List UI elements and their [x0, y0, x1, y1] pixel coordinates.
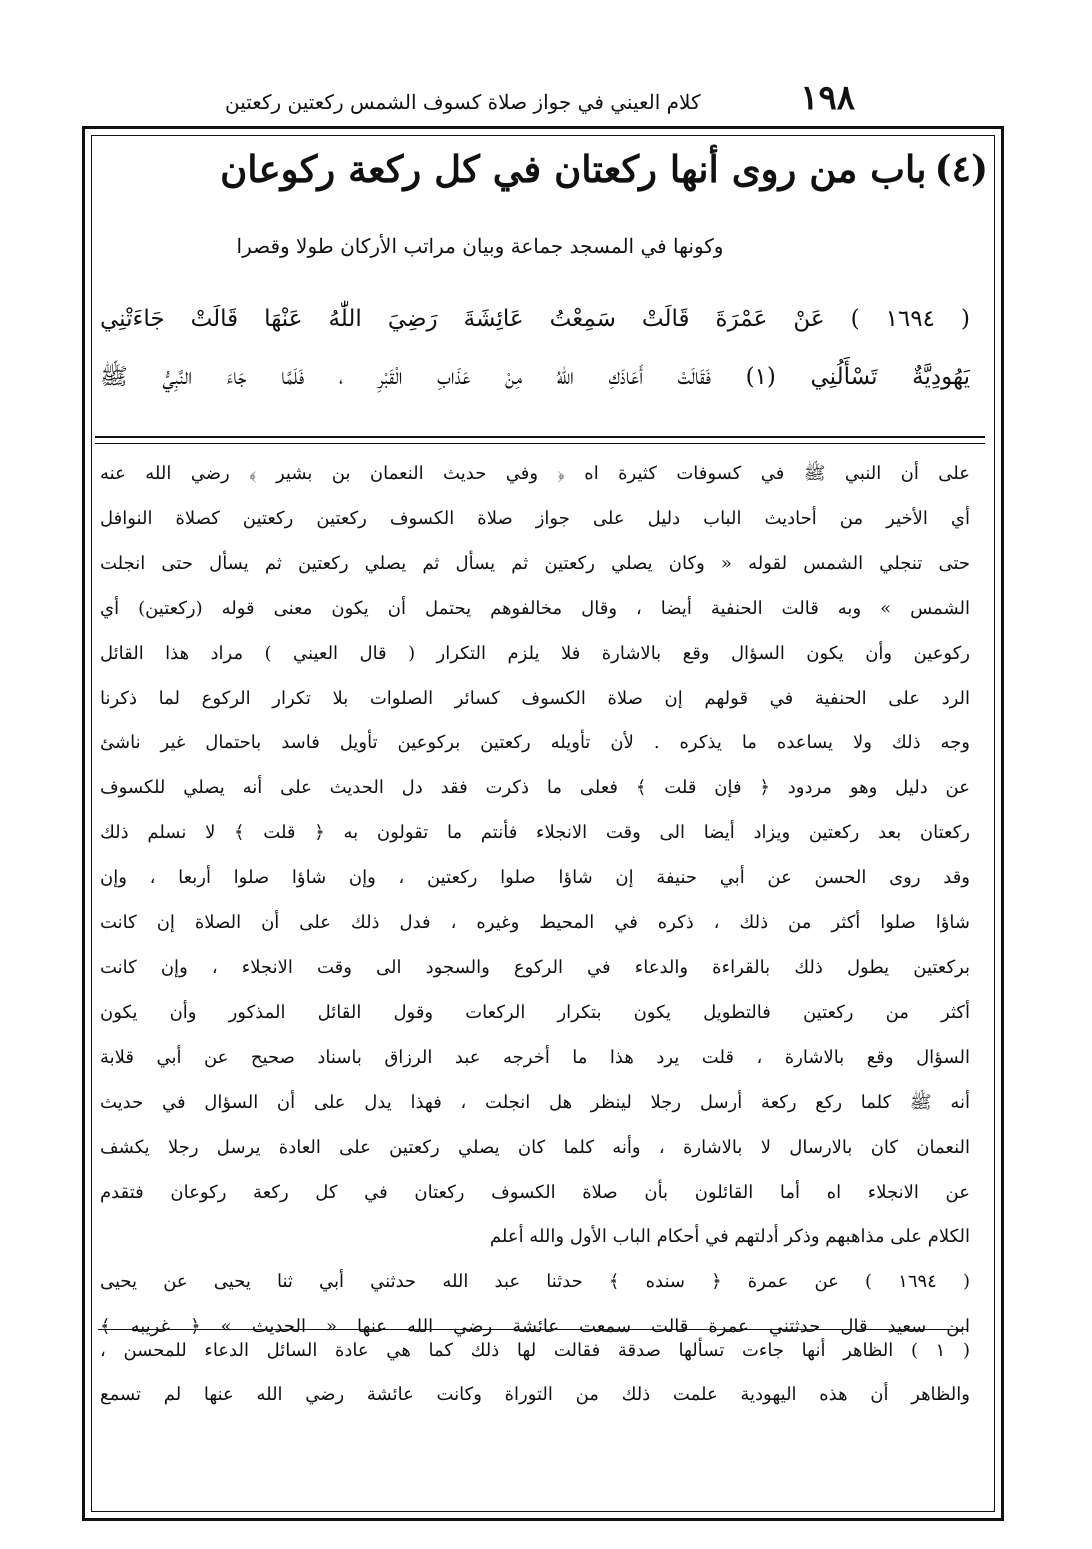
- page-number: ١٩٨: [800, 78, 855, 118]
- commentary-line: أي الأخير من أحاديث الباب دليل على جواز صلاة الكسوف ركعتين ركعتين كصلاة النوافل: [100, 507, 970, 529]
- running-head: [225, 78, 855, 118]
- commentary-line: حتى تنجلي الشمس لقوله « وكان يصلي ركعتين ثم يسأل ثم يصلي ركعتين ثم يسأل حتى انجلت: [100, 552, 970, 574]
- sanad-line: ( ١٦٩٤ ) عن عمرة ﴿ سنده ﴾ حدثنا عبد الله حدثني أبي ثنا يحيى عن يحيى: [100, 1271, 970, 1293]
- hadith-text: [100, 290, 970, 406]
- commentary-line: الرد على الحنفية في قولهم إن صلاة الكسوف كسائر الصلوات بلا تكرار الركوع لما ذكرنا: [100, 687, 970, 709]
- commentary-line: عن الانجلاء اه أما القائلون بأن صلاة الكسوف ركعتان في كل ركعة ركوعان فتقدم: [100, 1181, 970, 1203]
- commentary-line: النعمان كان بالارسال لا بالاشارة ، وأنه كلما كان يصلي ركعتين على العادة يرسل رجلا يكشف: [100, 1136, 970, 1158]
- commentary: [100, 452, 970, 1350]
- commentary-line: الكلام على مذاهبهم وذكر أدلتهم في أحكام الباب الأول والله أعلم: [489, 1226, 970, 1248]
- commentary-line: ركوعين وأن يكون السؤال وقع بالاشارة فلا يلزم التكرار ( قال العيني ) مراد هذا القائل: [100, 642, 970, 664]
- commentary-line: أكثر من ركعتين فالتطويل يكون بتكرار الركعات وقول القائل المذكور وأن يكون: [100, 1001, 970, 1023]
- chapter-heading: [98, 147, 988, 191]
- chapter-subtitle: وكونها في المسجد جماعة وبيان مراتب الأركان طولا وقصرا: [236, 234, 724, 258]
- chapter-number: (٤): [934, 148, 988, 190]
- footnote-line: ( ١ ) الظاهر أنها جاءت تسألها صدقة فقالت لها ذلك كما هي عادة السائل الدعاء للمحسن ،: [100, 1340, 970, 1361]
- section-divider: [95, 436, 985, 444]
- running-head-title: كلام العيني في جواز صلاة كسوف الشمس ركعتين ركعتين: [225, 90, 701, 114]
- commentary-line: على أن النبي ﷺ في كسوفات كثيرة اه ﴿ وفي حديث النعمان بن بشير ﴾ رضي الله عنه: [100, 463, 970, 484]
- commentary-line: شاؤا صلوا أكثر من ذلك ، ذكره في المحيط وغيره ، فدل ذلك على أن الصلاة إن كانت: [100, 912, 970, 934]
- commentary-line: وقد روى الحسن عن أبي حنيفة إن شاؤا صلوا ركعتين ، وإن شاؤا صلوا أربعا ، وإن: [100, 867, 970, 889]
- commentary-line: وجه ذلك ولا يساعده ما يذكره . لأن تأويله ركعتين بركوعين تأويل فاسد باحتمال غير ناشئ: [100, 732, 970, 754]
- hadith-line: يَهُودِيَّةٌ تَسْأَلُنِي (١) فَقَالَتْ أَعَاذَكِ اللّٰهُ مِنْ عَذَابِ الْقَبْرِ ، فَلَمَّا جَاءَ النَّبِيُّ ﷺ: [100, 364, 970, 390]
- commentary-line: الشمس » وبه قالت الحنفية أيضا ، وقال مخالفوهم يحتمل أن يكون معنى قوله (ركعتين) أي: [100, 597, 970, 619]
- commentary-line: عن دليل وهو مردود ﴿ فإن قلت ﴾ فعلى ما ذكرت فقد دل الحديث على أنه يصلي للكسوف: [100, 777, 970, 799]
- footnotes: [100, 1329, 970, 1417]
- footnote-line: والظاهر أن هذه اليهودية علمت ذلك من التوراة وكانت عائشة رضي الله عنها لم تسمع: [100, 1384, 970, 1405]
- commentary-line: بركعتين يطول ذلك بالقراءة والدعاء في الركوع والسجود الى وقت الانجلاء ، وإن كانت: [100, 956, 970, 978]
- chapter-title: باب من روى أنها ركعتان في كل ركعة ركوعان: [220, 147, 927, 191]
- hadith-line: ( ١٦٩٤ ) عَنْ عَمْرَةَ قَالَتْ سَمِعْتُ عَائِشَةَ رَضِيَ اللّٰهُ عَنْهَا قَالَتْ جَاءَتْنِي: [100, 306, 970, 332]
- sanad-line: ابن سعيد قال حدثتني عمرة قالت سمعت عائشة رضي الله عنها « الحديث » ﴿ غريبه ﴾: [100, 1316, 970, 1338]
- commentary-line: أنه ﷺ كلما ركع ركعة أرسل رجلا لينظر هل انجلت ، فهذا يدل على أن السؤال في حديث: [100, 1091, 970, 1113]
- commentary-line: ركعتان بعد ركعتين ويزاد أيضا الى وقت الانجلاء فأنتم ما تقولون به ﴿ قلت ﴾ لا نسلم ذلك: [100, 822, 970, 844]
- commentary-line: السؤال وقع بالاشارة ، قلت يرد هذا ما أخرجه عبد الرزاق باسناد صحيح عن أبي قلابة: [100, 1046, 970, 1068]
